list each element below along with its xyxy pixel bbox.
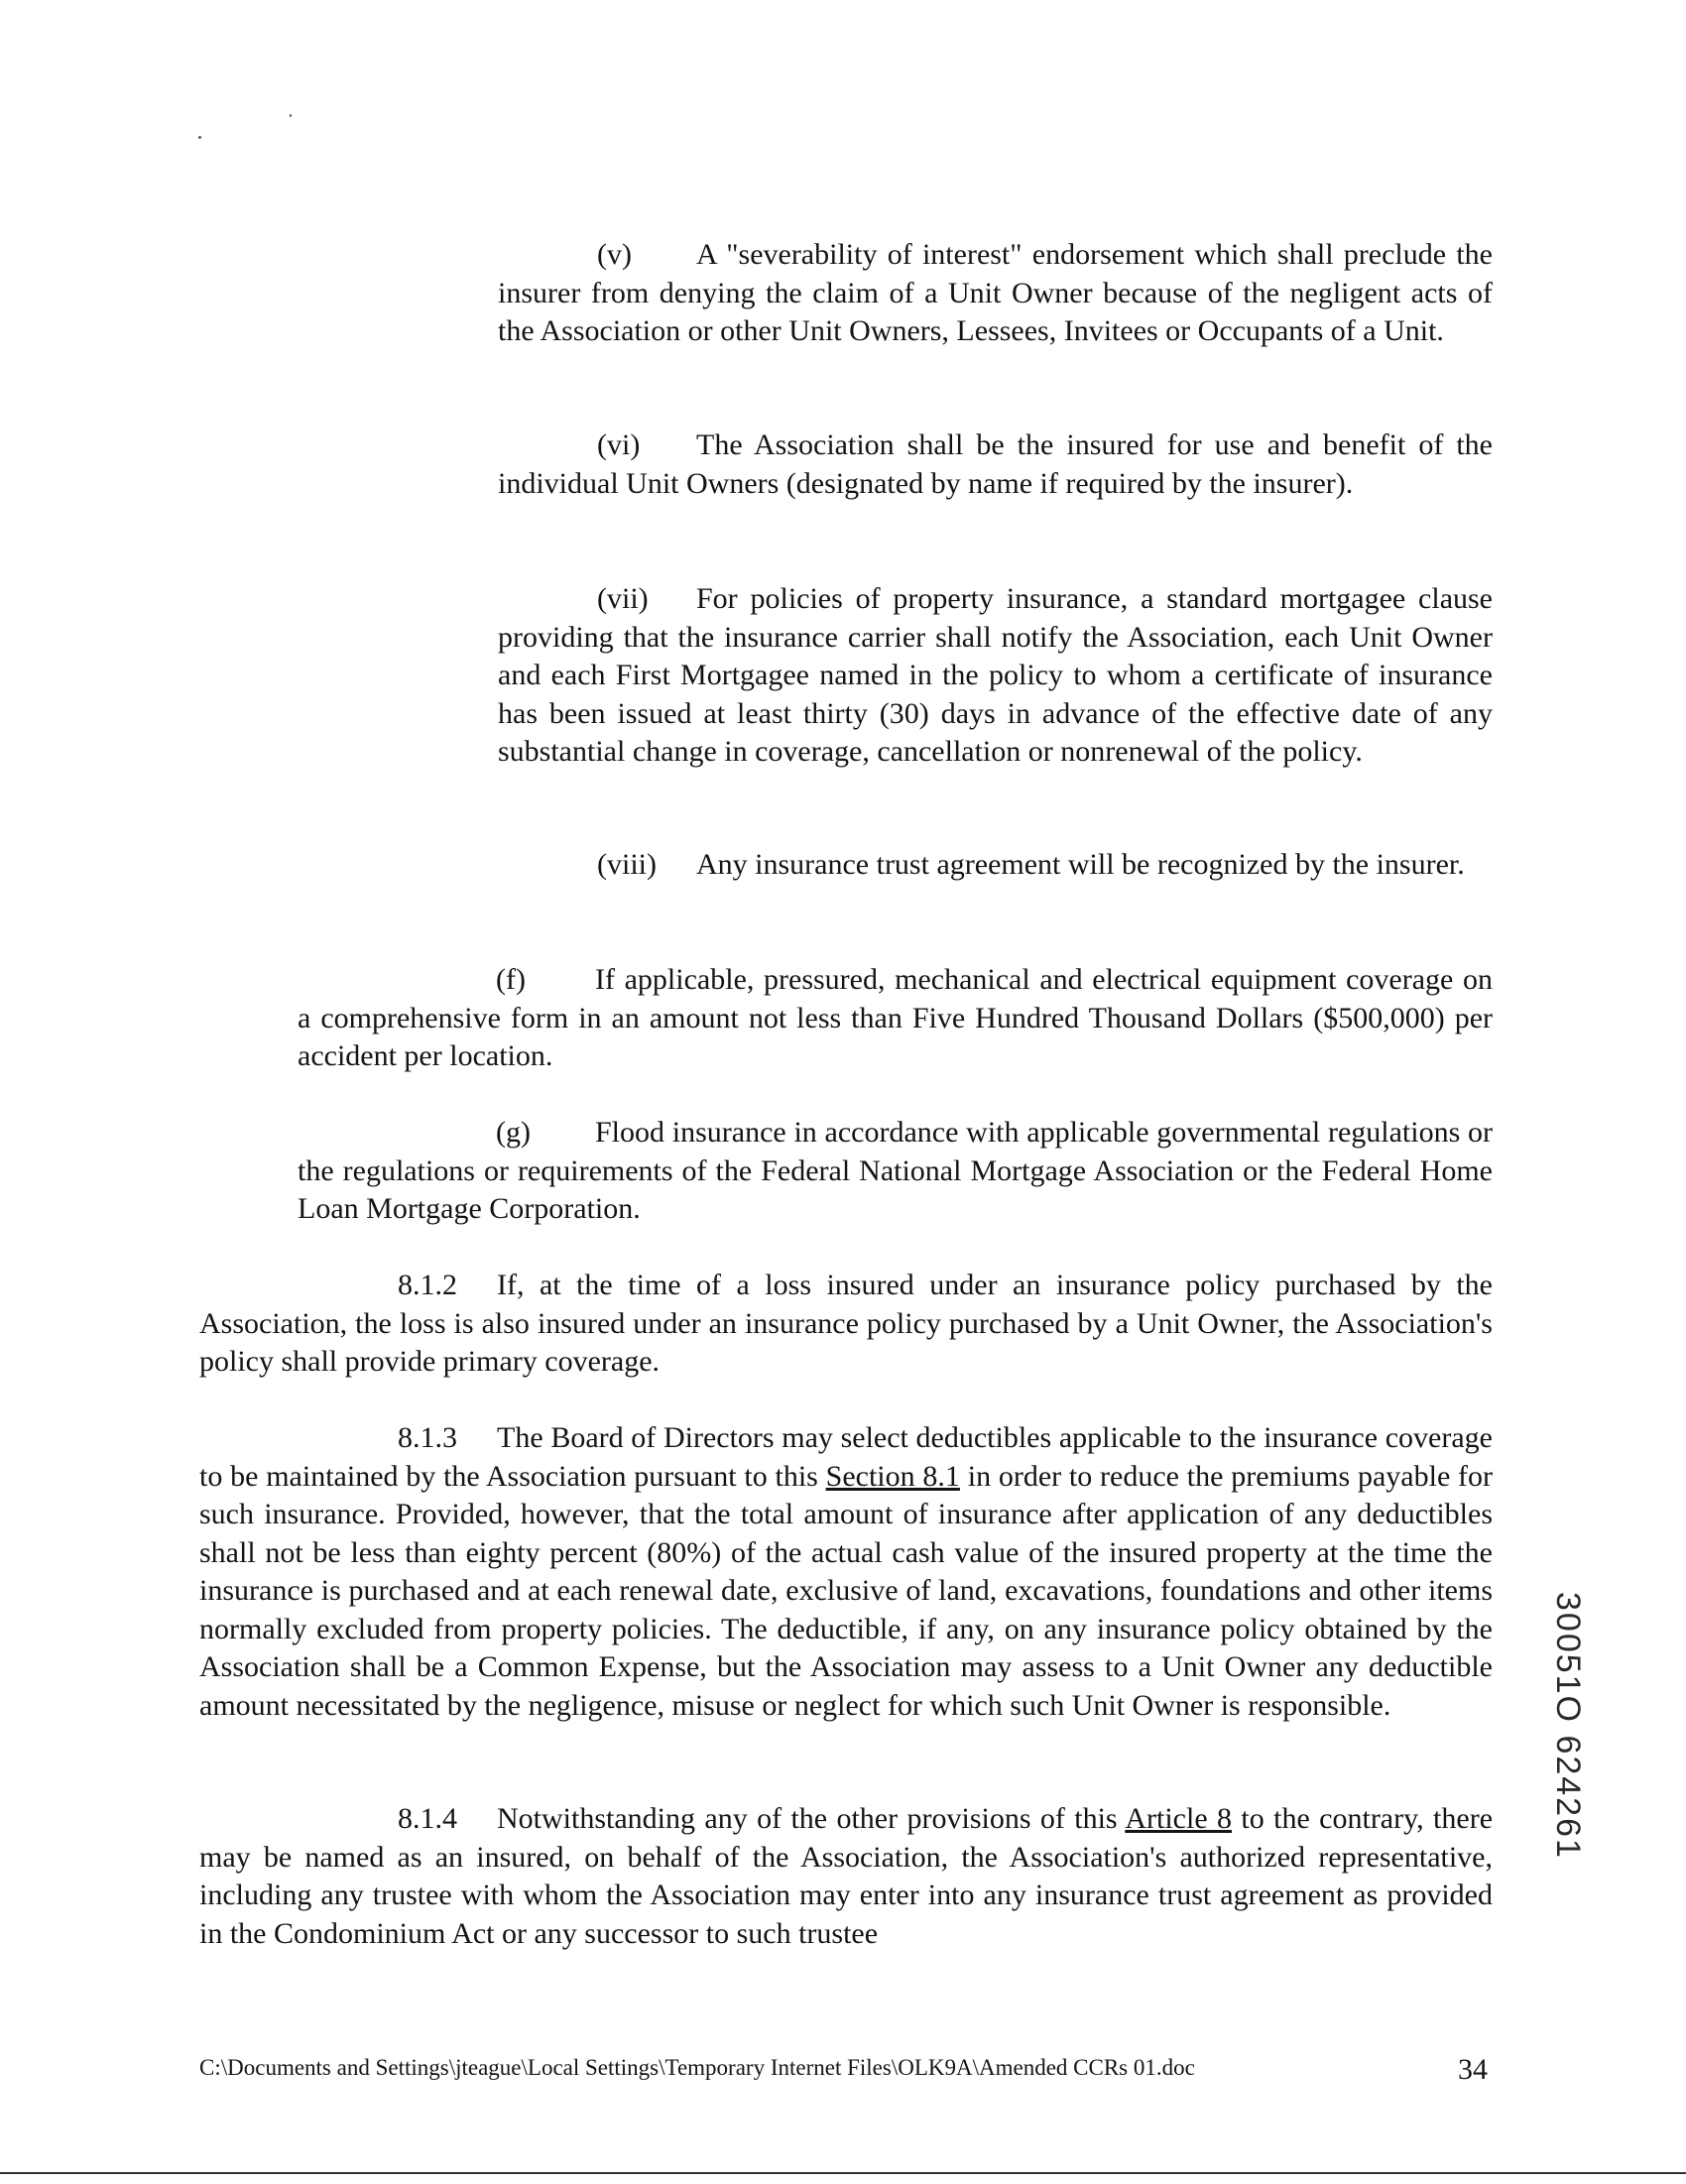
footer-file-path: C:\Documents and Settings\jteague\Local Settings\Temporary Internet Files\OLK9A\Amended CCRs 01.doc [199,2055,1195,2080]
scan-speck [290,114,292,117]
clause-number: (viii) [597,848,657,881]
clause-number: (vi) [597,428,641,461]
clause-vii [498,580,1493,772]
clause-vi [498,426,1493,503]
section-reference: Section 8.1 [825,1459,960,1493]
scan-speck [198,136,201,139]
section-text: to the contrary, there may be named as an insured, on behalf of the Association, the Association's authorized representative, including any trustee with whom the Association may enter into any insurance trust agreement as provided in the Condominium Act or any successor to such trustee [199,1802,1494,1950]
clause-v [498,236,1493,351]
clause-number: (v) [597,238,632,271]
clause-number: (g) [496,1116,531,1149]
scan-edge-line [0,2172,1686,2174]
clause-text: For policies of property insurance, a standard mortgagee clause providing that the insurance carrier shall notify the Association, each Unit Owner and each First Mortgagee named in the policy to whom a certificate of insurance has been issued at least thirty (30) days in advance of the effective date of any substantial change in coverage, cancellation or nonrenewal of the policy. [498,582,1493,768]
clause-text: Flood insurance in accordance with applicable governmental regulations or the regulations or requirements of the Federal National Mortgage Association or the Federal Home Loan Mortgage Corporation. [298,1116,1493,1225]
clause-f [298,961,1493,1076]
clause-text: A "severability of interest" endorsement which shall preclude the insurer from denying the claim of a Unit Owner because of the negligent acts of the Association or other Unit Owners, Lessees, Invitees or Occupants of a Unit. [498,238,1493,347]
section-text: The Board of Directors may select deductibles applicable to the insurance coverage to be maintained by the Association pursuant to this [199,1421,1493,1493]
clause-viii [498,846,1493,885]
section-text: If, at the time of a loss insured under an insurance policy purchased by the Association, the loss is also insured under an insurance policy purchased by a Unit Owner, the Association's policy shall provide primary coverage. [199,1269,1493,1378]
clause-text: The Association shall be the insured for use and benefit of the individual Unit Owners (designated by name if required by the insurer). [498,428,1493,500]
section-8-1-2 [199,1267,1493,1382]
section-8-1-3 [199,1419,1493,1725]
section-number: 8.1.3 [398,1421,457,1454]
section-8-1-4 [199,1800,1493,1953]
clause-number: (f) [496,963,526,996]
section-text: Notwithstanding any of the other provisions of this [497,1802,1118,1835]
page-number: 34 [1458,2053,1488,2086]
clause-g [298,1114,1493,1229]
section-text: in order to reduce the premiums payable for such insurance. Provided, however, that the total amount of insurance after application of any deductibles shall not be less than eighty percent (80%) of the actual cash value of the insured property at the time the insurance is purchased and at each renewal date, exclusive of land, excavations, foundations and other items normally excluded from property policies. The deductible, if any, on any insurance policy obtained by the Association shall be a Common Expense, but the Association may assess to a Unit Owner any deductible amount necessitated by the negligence, misuse or neglect for which such Unit Owner is responsible. [199,1459,1494,1722]
clause-text: Any insurance trust agreement will be recognized by the insurer. [696,848,1465,881]
recording-stamp: 30051O 624261 [1549,1592,1587,1860]
section-number: 8.1.2 [398,1269,457,1301]
article-reference: Article 8 [1125,1802,1233,1835]
section-number: 8.1.4 [398,1802,457,1835]
clause-number: (vii) [597,582,649,615]
clause-text: If applicable, pressured, mechanical and electrical equipment coverage on a comprehensive form in an amount not less than Five Hundred Thousand Dollars ($500,000) per accident per location. [298,963,1493,1072]
